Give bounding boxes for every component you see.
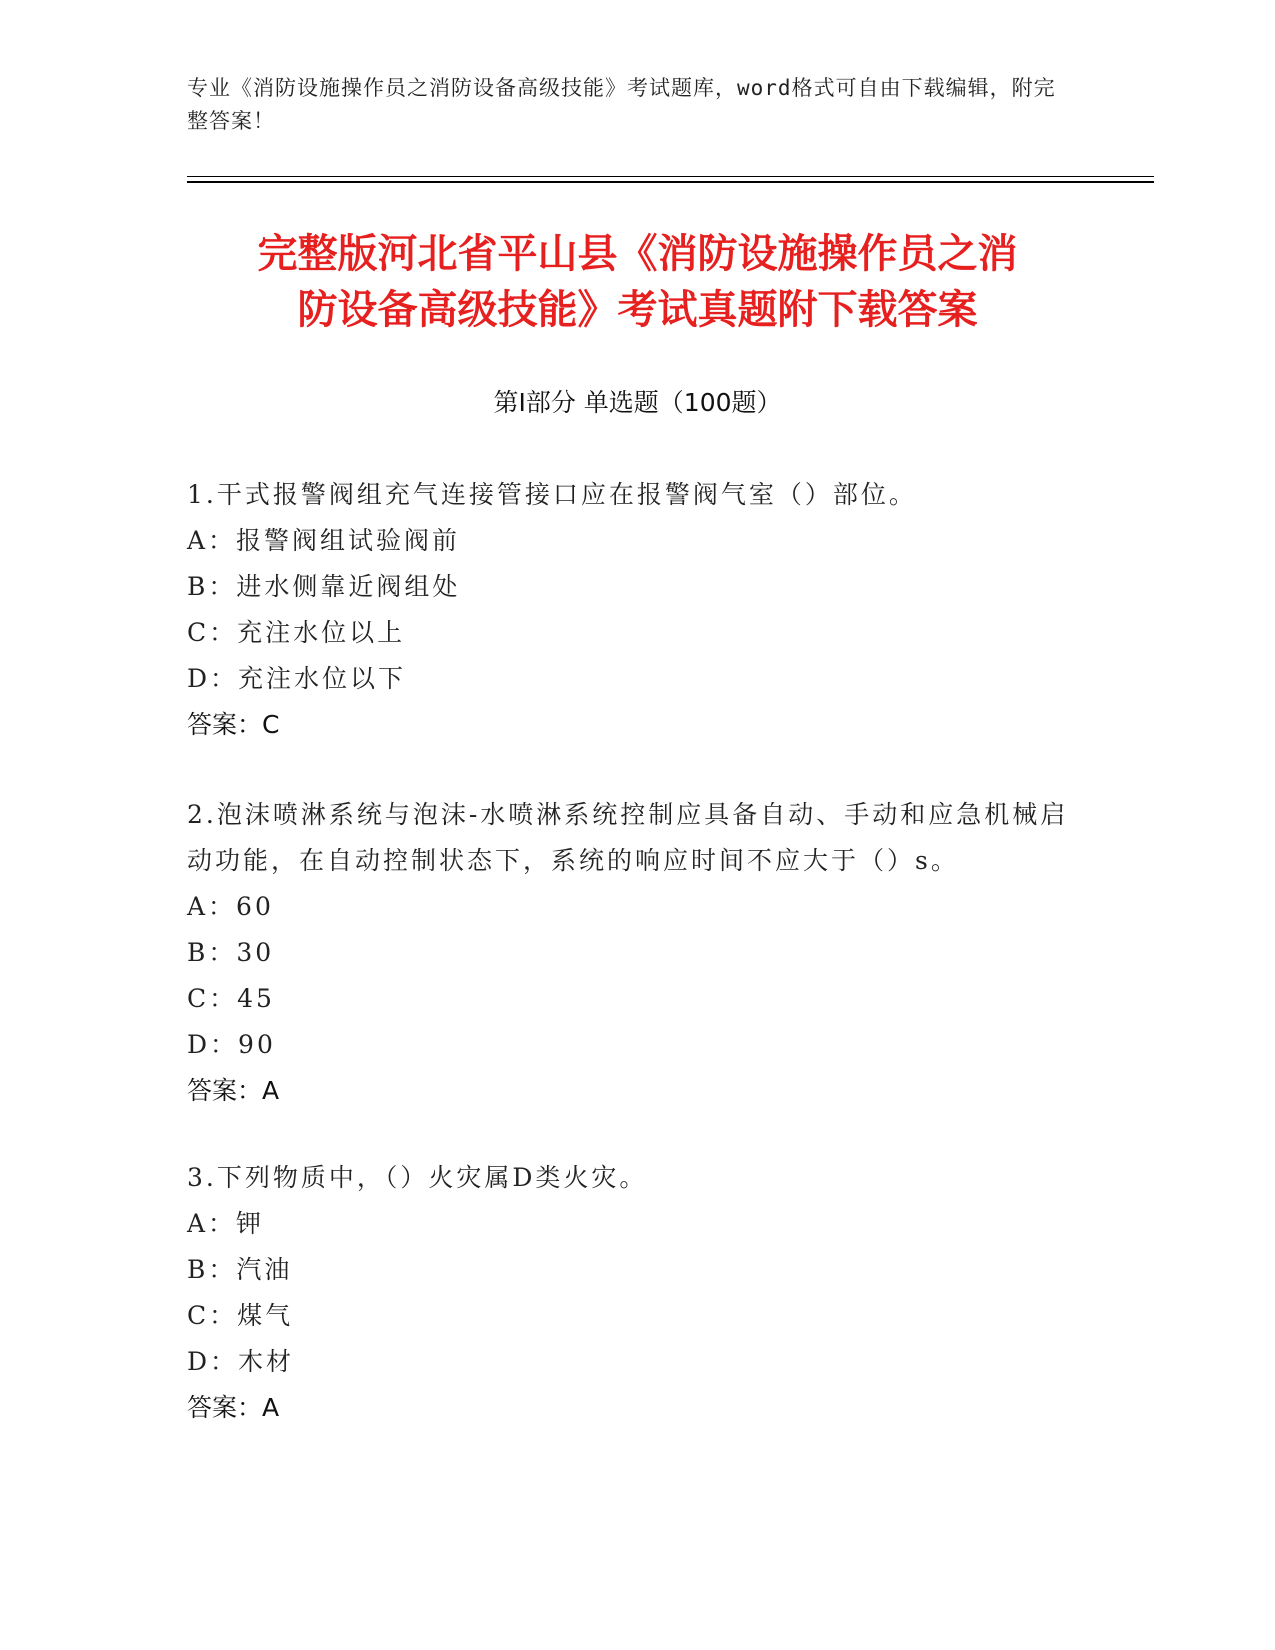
header-note: 专业《消防设施操作员之消防设备高级技能》考试题库，word格式可自由下载编辑，附完整答案！ (187, 76, 1056, 133)
header-divider-thin (187, 176, 1154, 177)
option-c: C：煤气 (187, 1301, 294, 1330)
document-title-line-2: 防设备高级技能》考试真题附下载答案 (297, 287, 978, 333)
option-b: B：30 (187, 938, 275, 967)
question-1 (187, 472, 1077, 748)
answer: 答案：A (187, 1393, 280, 1422)
section-heading: 第Ⅰ部分 单选题（100题） (493, 388, 782, 417)
option-a: A：报警阀组试验阀前 (187, 526, 461, 555)
question-stem: 1.干式报警阀组充气连接管接口应在报警阀气室（）部位。 (187, 480, 917, 509)
question-stem: 2.泡沫喷淋系统与泡沫-水喷淋系统控制应具备自动、手动和应急机械启动功能，在自动控制状态下，系统的响应时间不应大于（）s。 (187, 800, 1069, 875)
option-c: C：充注水位以上 (187, 618, 406, 647)
header-divider-thick (187, 181, 1154, 183)
option-b: B：汽油 (187, 1255, 293, 1284)
option-c: C：45 (187, 984, 275, 1013)
answer: 答案：A (187, 1076, 280, 1105)
option-b: B：进水侧靠近阀组处 (187, 572, 461, 601)
option-a: A：60 (187, 892, 274, 921)
question-stem: 3.下列物质中，（）火灾属D类火灾。 (187, 1163, 648, 1192)
option-d: D：充注水位以下 (187, 664, 407, 693)
option-d: D：90 (187, 1030, 276, 1059)
document-title-line-1: 完整版河北省平山县《消防设施操作员之消 (257, 231, 1018, 277)
question-3 (187, 1155, 1077, 1431)
question-2 (187, 792, 1077, 1114)
answer: 答案：C (187, 710, 280, 739)
option-d: D：木材 (187, 1347, 295, 1376)
document-title (150, 226, 1125, 338)
option-a: A：钾 (187, 1209, 265, 1238)
